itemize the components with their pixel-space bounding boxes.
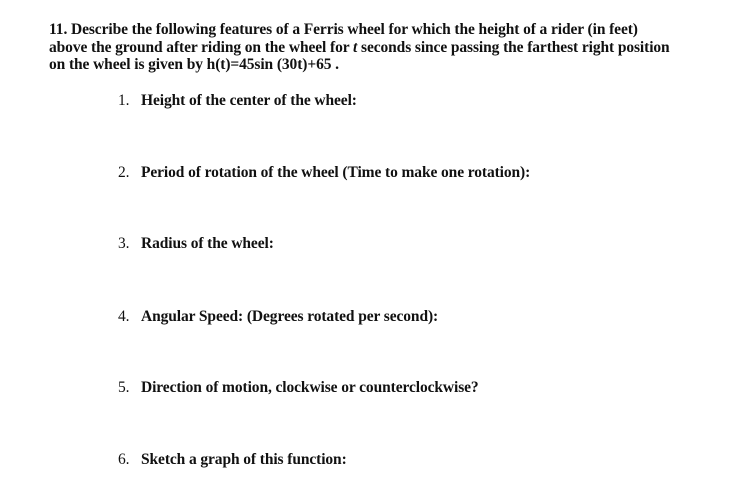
list-item-text: Direction of motion, clockwise or counterclockwise? bbox=[141, 379, 479, 396]
question-line-3: on the wheel is given by h(t)=45sin (30t)+65 . bbox=[49, 56, 339, 73]
list-item-text: Height of the center of the wheel: bbox=[141, 92, 357, 109]
question-line-2-start: above the ground after riding on the wheel for bbox=[49, 38, 354, 56]
question-prompt bbox=[49, 21, 729, 74]
list-item-angular-speed bbox=[118, 308, 438, 326]
list-item-center-height bbox=[118, 92, 357, 110]
question-line-2 bbox=[49, 39, 729, 57]
list-item-text: Period of rotation of the wheel (Time to make one rotation): bbox=[141, 164, 531, 181]
list-item-number: 1. bbox=[118, 92, 130, 109]
variable-t: t bbox=[353, 38, 358, 56]
list-item-number: 5. bbox=[118, 379, 130, 396]
list-item-direction bbox=[118, 379, 479, 397]
list-item-number: 2. bbox=[118, 164, 130, 181]
list-item-period bbox=[118, 164, 530, 182]
list-item-sketch-graph bbox=[118, 451, 347, 469]
list-item-number: 3. bbox=[118, 235, 130, 252]
list-item-number: 6. bbox=[118, 451, 130, 468]
list-item-text: Radius of the wheel: bbox=[141, 235, 274, 252]
list-item-number: 4. bbox=[118, 308, 130, 325]
question-line-2-end: seconds since passing the farthest right position bbox=[357, 38, 670, 56]
list-item-text: Angular Speed: (Degrees rotated per second): bbox=[141, 308, 439, 325]
question-line-1: 11. Describe the following features of a Ferris wheel for which the height of a rider (in feet) bbox=[49, 21, 638, 38]
list-item-text: Sketch a graph of this function: bbox=[141, 451, 347, 468]
list-item-radius bbox=[118, 235, 274, 253]
